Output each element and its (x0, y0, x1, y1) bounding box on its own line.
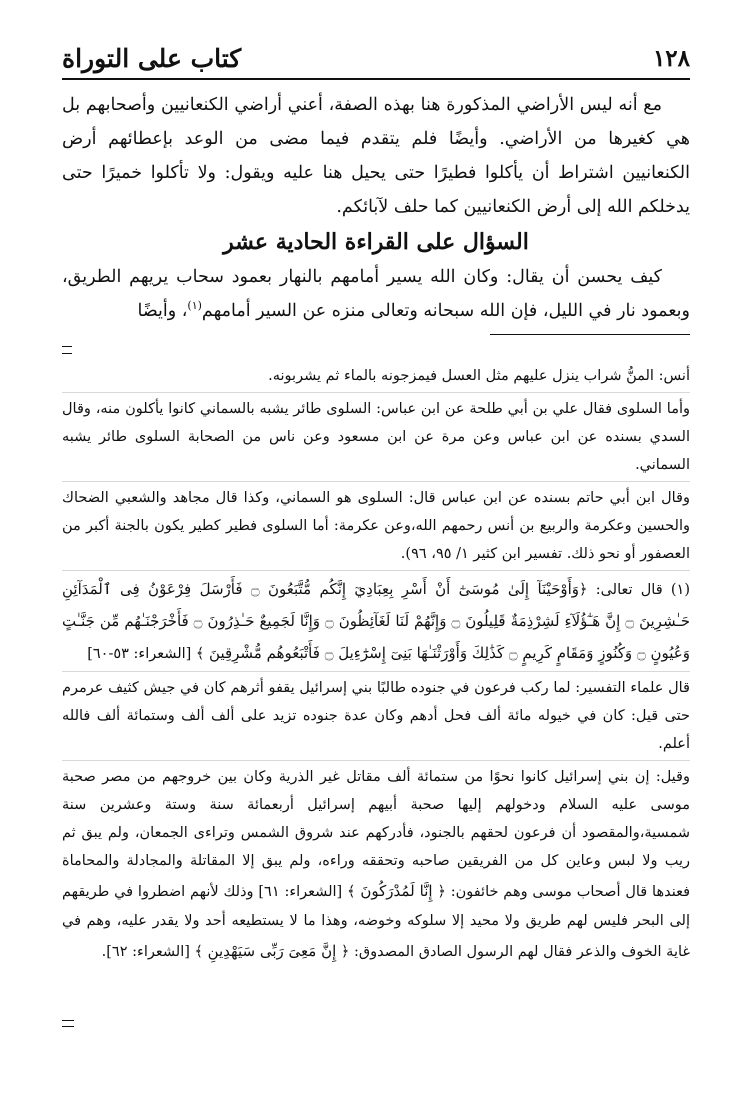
footnote-1 (62, 573, 690, 672)
footnote-1-p3-text-b: ﴾ [الشعراء: ٦١] وذلك لأنهم اضطروا في طريقهم إلى البحر فليس لهم طريق ولا محيد إلا سلوكه وخوضه، وهذا ما لا يستطيعه أحد ولا يقدر عليه، وهم في غاية الخوف والذعر فقال لهم الرسول الصادق المصدوق: ﴿ (62, 884, 690, 960)
footnote-1-paragraph-2: قال علماء التفسير: لما ركب فرعون في جنوده طالبًا بني إسرائيل يقفو أثرهم كان في جيش كثيف عرمرم حتى قيل: كان في خيوله مائة ألف فحل أدهم وكان عدة جنوده تزيد على ألف ألف وستمائة ألف فالله أعلم. (62, 680, 690, 752)
verse-reference: ﴾ [الشعراء: ٥٣-٦٠] (87, 646, 205, 662)
section-heading: السؤال على القراءة الحادية عشر (223, 229, 529, 255)
continuation-marker (62, 346, 72, 354)
paragraph-2-text: كيف يحسن أن يقال: وكان الله يسير أمامهم بالنهار بعمود سحاب يريهم الطريق، وبعمود نار في الليل، فإن الله سبحانه وتعالى منزه عن السير أمامهم (62, 267, 690, 321)
running-header (62, 38, 690, 80)
book-title: كتاب على التوراة (62, 44, 242, 73)
footnote-1-intro: قال تعالى: ﴿ (579, 582, 663, 598)
footnote-separator (490, 334, 690, 335)
footnote-1-verse (62, 573, 690, 669)
paragraph-1: مع أنه ليس الأراضي المذكورة هنا بهذه الصفة، أعني أراضي الكنعانيين وأصحابهم بل هي كغيرها من الأراضي. وأيضًا فلم يتقدم فيما مضى من الوعد بإعطائهم أرض الكنعانيين اشتراط أن يأكلوا فطيرًا حتى يحيل هنا عليه ويقول: ولا تأكلوا خميرًا حتى يدخلكم الله إلى أرض الكنعانيين كما حلف لآبائكم. (62, 95, 690, 217)
paragraph-2 (62, 260, 690, 328)
footnote-1-commentary (62, 674, 690, 761)
footnote-continued-1 (62, 362, 690, 393)
footnotes (62, 362, 690, 967)
footnote-1-p3-text-a: وقيل: إن بني إسرائيل كانوا نحوًا من ستمائة ألف مقاتل غير الذرية وكان بين خروجهم من مصر صحبة موسى عليه السلام ودخولهم إليها صحبة أبيهم إسرائيل أربعمائة سنة وستة وعشرين سنة شمسية،والمقصود أن فرعون لحقهم بالجنود، فأدركهم عند شروق الشمس وتراءى الجمعان، ولم يبق ثم ريب ولا لبس وعاين كل من الفريقين صاحبه وتحققه وراءه، ولم يبق إلا المقاتلة والمجادلة والمحاماة فعندها قال أصحاب موسى وهم خائفون: ﴿ (62, 769, 691, 900)
quran-verse: وَأَوْحَيْنَآ إِلَىٰ مُوسَىٰٓ أَنْ أَسْرِ بِعِبَادِيٓ إِنَّكُم مُّتَّبَعُونَ ۝ فَأَرْسَلَ فِرْعَوْنُ فِى ٱلْمَدَآئِنِ حَـٰشِرِينَ ۝ إِنَّ هَـٰٓؤُلَآءِ لَشِرْذِمَةٌ قَلِيلُونَ ۝ وَإِنَّهُمْ لَنَا لَغَآئِظُونَ ۝ وَإِنَّا لَجَمِيعٌ حَـٰذِرُونَ ۝ فَأَخْرَجْنَـٰهُم مِّن جَنَّـٰتٍ وَعُيُونٍ ۝ وَكُنُوزٍ وَمَقَامٍ كَرِيمٍ ۝ كَذَٰلِكَ وَأَوْرَثْنَـٰهَا بَنِىٓ إِسْرَٰٓءِيلَ ۝ فَأَتْبَعُوهُم مُّشْرِقِينَ (62, 580, 690, 662)
footnote-1-p3-text-c: ﴾ [الشعراء: ٦٢]. (101, 944, 203, 960)
quran-verse-3: إِنَّ مَعِىَ رَبِّى سَيَهْدِينِ (207, 942, 337, 960)
footnote-reference[interactable]: (١) (187, 299, 202, 313)
footnote-1-number: (١) (670, 582, 690, 598)
footnote-continued-text-3: وقال ابن أبي حاتم بسنده عن ابن عباس قال: السلوى هو السماني، وكذا قال مجاهد والشعبي الضحاك والحسين وعكرمة والربيع بن أنس رحمهم الله،وعن عكرمة: أما السلوى فطير كطير يكون بالجنة أكبر من العصفور أو نحو ذلك. تفسير ابن كثير ١/ ٩٥، ٩٦). (62, 490, 690, 562)
footnote-1-commentary-2 (62, 763, 690, 967)
page (62, 38, 690, 328)
bottom-marker (62, 1020, 74, 1027)
footnote-continued-3 (62, 484, 690, 571)
quran-verse-2: إِنَّا لَمُدْرَكُونَ (360, 882, 433, 900)
page-number: ١٢٨ (652, 45, 690, 72)
footnote-continued-text-1: أنس: المنُّ شراب ينزل عليهم مثل العسل فيمزجونه بالماء ثم يشربونه. (268, 368, 690, 384)
footnote-continued-text-2: وأما السلوى فقال علي بن أبي طلحة عن ابن عباس: السلوى طائر يشبه بالسماني كانوا يأكلون منه، وقال السدي بسنده عن ابن عباس وعن مرة عن ابن مسعود وعن ناس من الصحابة السلوى طائر يشبه السماني. (62, 401, 690, 473)
footnote-1-paragraph-3 (62, 763, 690, 967)
paragraph-2-tail: ، وأيضًا (137, 301, 188, 321)
main-text (62, 88, 690, 328)
footnote-continued-2 (62, 395, 690, 482)
